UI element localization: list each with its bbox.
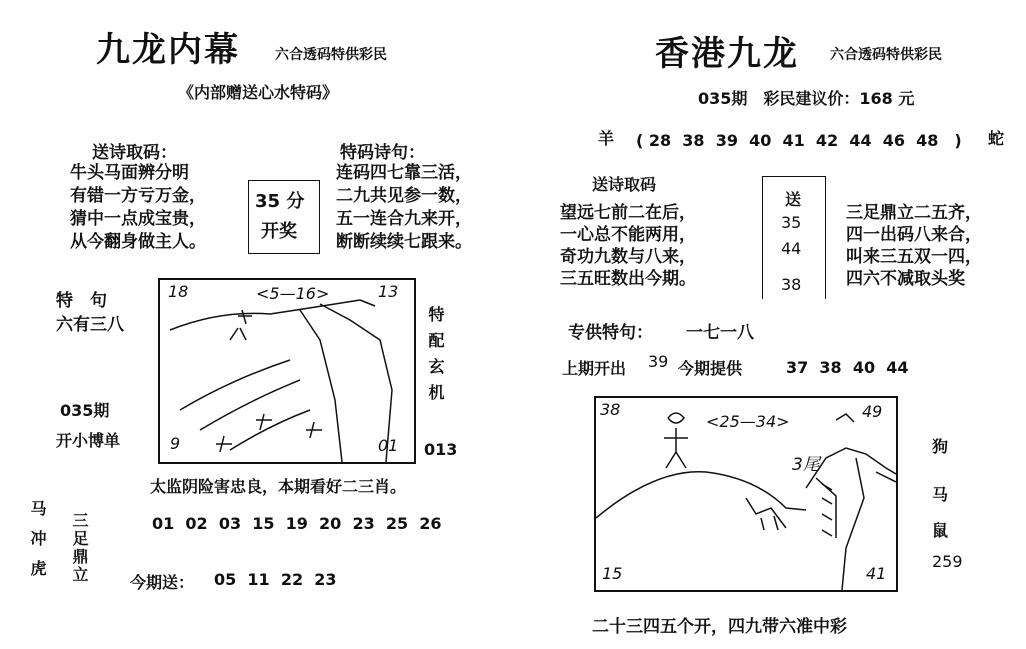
right-she: 蛇 [988,129,1005,148]
right-subtitle: 六合透码特供彩民 [830,47,942,63]
send-label: 送 [785,190,802,209]
right-corner-br: 41 [866,564,887,583]
left-teju-text: 六有三八 [56,315,124,335]
poem-line: 三五旺数出今期。 [560,269,696,289]
left-kaixiao: 开小博单 [56,431,121,450]
poem-line: 猜中一点成宝贵， [70,209,206,229]
right-tail-text: 3尾 [792,455,820,475]
left-poem [70,162,206,254]
left-title: 九龙内幕 [96,30,240,70]
left-sketch-drawing [160,280,414,462]
left-jinqi-numbers: 05 11 22 23 [214,570,337,589]
right-sketch-range: <25—34> [706,412,790,431]
left-side-vertical: 特配玄机 [426,306,445,410]
right-this-numbers: 37 38 40 44 [786,358,909,377]
poem-line: 望远七前二在后， [560,203,696,223]
left-corner-br: 01 [378,436,399,455]
send-number: 35 [781,213,802,232]
left-sanzu-vertical: 三足鼎立 [70,512,89,584]
poem-line: 三足鼎立二五齐， [846,203,982,223]
left-poem-header: 送诗取码： [92,143,177,163]
poem-line: 五一连合九来开， [336,209,472,229]
right-title: 香港九龙 [655,34,799,74]
left-tema-poem [336,162,472,254]
left-sketch-range: <5—16> [256,284,330,303]
right-yang: 羊 [598,129,615,148]
right-corner-tl: 38 [600,400,621,419]
right-zodiac-item: 鼠 [932,521,949,540]
left-subtitle: 六合透码特供彩民 [275,47,387,63]
left-sketch [158,278,416,464]
right-zodiac-item: 狗 [932,437,949,456]
right-corner-tr: 49 [862,402,883,421]
left-corner-bl: 9 [170,434,181,453]
right-special-label: 专供特句： [568,323,653,343]
left-period: 035期 [60,401,110,420]
right-last-label: 上期开出 [562,359,627,378]
left-corner-tr: 13 [378,282,399,301]
send-number: 38 [781,275,802,294]
poem-line: 叫来三五双一四， [846,247,982,267]
poem-line: 四一出码八来合， [846,225,982,245]
send-number: 44 [781,239,802,258]
left-taijian-line: 太监阴险害忠良，本期看好二三肖。 [150,477,407,496]
poem-line: 四六不减取头奖 [846,269,965,289]
right-special-value: 一七一八 [686,323,754,343]
right-sketch [594,396,898,592]
draw-time-bottom: 开奖 [261,221,297,242]
left-teju-label: 特 句 [56,291,107,311]
right-zodiac-item: 马 [932,485,949,504]
poem-line: 二九共见参一数， [336,186,472,206]
right-poem-header: 送诗取码 [592,175,657,194]
poem-line: 奇功九数与八来， [560,247,696,267]
right-corner-bl: 15 [602,564,623,583]
left-bracket-line: 《内部赠送心水特码》 [178,83,339,102]
draw-time-box [248,180,320,254]
left-tema-header: 特码诗句： [340,143,425,163]
right-poem-left [560,202,696,290]
poem-line: 连码四七靠三活， [336,163,472,183]
left-jinqi-label: 今期送： [130,573,195,592]
left-corner-tl: 18 [168,282,189,301]
left-side-num: 013 [424,440,458,459]
poem-line: 牛头马面辨分明 [70,163,189,183]
right-poem-right [846,202,982,290]
right-side-num: 259 [932,552,963,571]
send-box [762,176,826,299]
right-last-value: 39 [648,352,669,371]
right-period-price: 035期 彩民建议价：168 元 [698,89,915,108]
poem-line: 断断续续七跟来。 [336,232,472,252]
poem-line: 从今翻身做主人。 [70,232,206,252]
left-zodiac-vertical: 马冲虎 [28,500,47,590]
right-bottom-line: 二十三四五个开，四九带六准中彩 [592,617,847,637]
right-this-label: 今期提供 [678,359,743,378]
draw-time-top: 35 分 [255,191,305,212]
poem-line: 一心总不能两用， [560,225,696,245]
left-numbers: 01 02 03 15 19 20 23 25 26 [152,514,442,533]
right-yang-numbers: ( 28 38 39 40 41 42 44 46 48 ) [636,131,962,150]
poem-line: 有错一方亏万金， [70,186,206,206]
